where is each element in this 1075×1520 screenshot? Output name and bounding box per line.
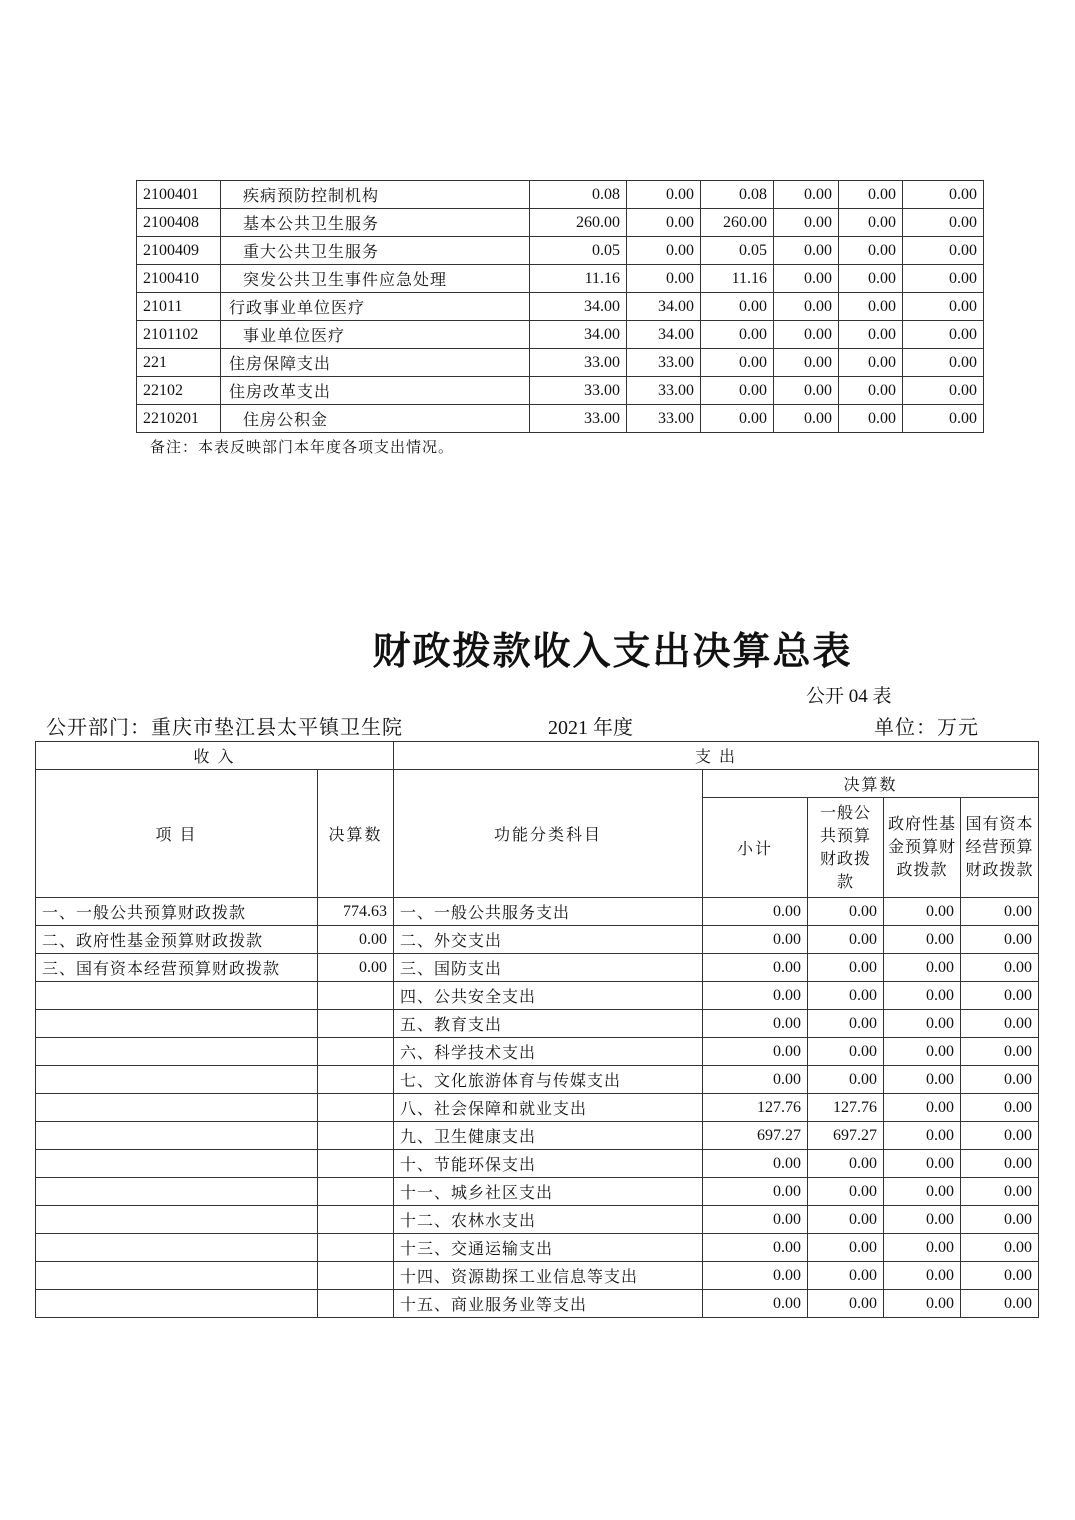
income-amount <box>318 1290 394 1318</box>
department-label: 公开部门：重庆市垫江县太平镇卫生院 <box>46 717 403 739</box>
value-6: 0.00 <box>903 349 984 377</box>
subject-code: 2101102 <box>137 321 221 349</box>
income-item <box>36 1122 318 1150</box>
total-value: 33.00 <box>530 405 627 433</box>
income-amount: 774.63 <box>318 898 394 926</box>
state-capital-value: 0.00 <box>961 1234 1039 1262</box>
subject-name: 行政事业单位医疗 <box>221 293 530 321</box>
table-row <box>137 321 984 349</box>
value-5: 0.00 <box>839 265 903 293</box>
subject-code: 22102 <box>137 377 221 405</box>
state-capital-value: 0.00 <box>961 982 1039 1010</box>
value-6: 0.00 <box>903 237 984 265</box>
value-6: 0.00 <box>903 293 984 321</box>
item-header: 项 目 <box>36 770 318 898</box>
income-amount <box>318 1010 394 1038</box>
state-capital-value: 0.00 <box>961 1290 1039 1318</box>
expense-item: 六、科学技术支出 <box>394 1038 703 1066</box>
basic-value: 33.00 <box>627 405 701 433</box>
table-row <box>137 209 984 237</box>
gov-fund-value: 0.00 <box>884 1122 961 1150</box>
expense-item: 十五、商业服务业等支出 <box>394 1290 703 1318</box>
state-capital-value: 0.00 <box>961 1038 1039 1066</box>
subtotal-value: 0.00 <box>703 1206 808 1234</box>
subtotal-header: 小计 <box>703 798 808 898</box>
total-value: 0.08 <box>530 181 627 209</box>
subtotal-value: 0.00 <box>703 1010 808 1038</box>
value-4: 0.00 <box>774 293 839 321</box>
table-row <box>36 1290 1039 1318</box>
subtotal-value: 0.00 <box>703 1262 808 1290</box>
total-value: 34.00 <box>530 321 627 349</box>
gov-fund-value: 0.00 <box>884 954 961 982</box>
subtotal-value: 0.00 <box>703 1290 808 1318</box>
total-value: 33.00 <box>530 349 627 377</box>
income-item <box>36 1038 318 1066</box>
state-capital-value: 0.00 <box>961 1066 1039 1094</box>
state-capital-value: 0.00 <box>961 1150 1039 1178</box>
gov-fund-value: 0.00 <box>884 1150 961 1178</box>
basic-value: 34.00 <box>627 293 701 321</box>
table-row <box>137 237 984 265</box>
income-item <box>36 1234 318 1262</box>
value-4: 0.00 <box>774 265 839 293</box>
gov-fund-value: 0.00 <box>884 1290 961 1318</box>
state-capital-value: 0.00 <box>961 926 1039 954</box>
subtotal-value: 0.00 <box>703 954 808 982</box>
value-4: 0.00 <box>774 349 839 377</box>
gov-fund-value: 0.00 <box>884 898 961 926</box>
subject-code: 2100410 <box>137 265 221 293</box>
fiscal-summary-body <box>36 898 1039 1318</box>
table-row <box>36 1094 1039 1122</box>
subject-code: 221 <box>137 349 221 377</box>
project-value: 0.00 <box>701 321 774 349</box>
table-row <box>36 1038 1039 1066</box>
general-budget-value: 0.00 <box>808 1150 884 1178</box>
expense-header: 支 出 <box>394 742 1039 770</box>
expense-item: 十一、城乡社区支出 <box>394 1178 703 1206</box>
subject-name: 重大公共卫生服务 <box>221 237 530 265</box>
table-row <box>36 982 1039 1010</box>
subtotal-value: 127.76 <box>703 1094 808 1122</box>
subtotal-value: 0.00 <box>703 926 808 954</box>
state-capital-value: 0.00 <box>961 1178 1039 1206</box>
income-item: 二、政府性基金预算财政拨款 <box>36 926 318 954</box>
income-item <box>36 1290 318 1318</box>
value-5: 0.00 <box>839 237 903 265</box>
value-4: 0.00 <box>774 237 839 265</box>
income-item: 三、国有资本经营预算财政拨款 <box>36 954 318 982</box>
value-5: 0.00 <box>839 405 903 433</box>
value-5: 0.00 <box>839 209 903 237</box>
value-4: 0.00 <box>774 209 839 237</box>
subtotal-value: 697.27 <box>703 1122 808 1150</box>
income-amount <box>318 1038 394 1066</box>
total-value: 11.16 <box>530 265 627 293</box>
fiscal-summary-table <box>35 741 1039 1318</box>
value-6: 0.00 <box>903 209 984 237</box>
value-6: 0.00 <box>903 377 984 405</box>
table-row <box>36 1262 1039 1290</box>
basic-value: 0.00 <box>627 237 701 265</box>
total-value: 33.00 <box>530 377 627 405</box>
general-budget-value: 0.00 <box>808 1010 884 1038</box>
gov-fund-value: 0.00 <box>884 1094 961 1122</box>
subject-name: 突发公共卫生事件应急处理 <box>221 265 530 293</box>
income-item <box>36 1094 318 1122</box>
income-item <box>36 1262 318 1290</box>
state-capital-value: 0.00 <box>961 1010 1039 1038</box>
state-capital-value: 0.00 <box>961 1094 1039 1122</box>
basic-value: 33.00 <box>627 377 701 405</box>
income-amount <box>318 1262 394 1290</box>
income-item: 一、一般公共预算财政拨款 <box>36 898 318 926</box>
expense-item: 七、文化旅游体育与传媒支出 <box>394 1066 703 1094</box>
general-budget-value: 0.00 <box>808 1262 884 1290</box>
subtotal-value: 0.00 <box>703 1066 808 1094</box>
income-item <box>36 1010 318 1038</box>
state-capital-value: 0.00 <box>961 898 1039 926</box>
table-row <box>137 181 984 209</box>
project-value: 0.00 <box>701 349 774 377</box>
subtotal-value: 0.00 <box>703 1150 808 1178</box>
income-amount <box>318 1178 394 1206</box>
general-budget-value: 0.00 <box>808 982 884 1010</box>
table-row <box>137 405 984 433</box>
table-row <box>36 1234 1039 1262</box>
value-6: 0.00 <box>903 405 984 433</box>
general-budget-value: 0.00 <box>808 1178 884 1206</box>
value-6: 0.00 <box>903 265 984 293</box>
value-4: 0.00 <box>774 405 839 433</box>
expense-item: 十二、农林水支出 <box>394 1206 703 1234</box>
value-5: 0.00 <box>839 181 903 209</box>
state-capital-header: 国有资本经营预算财政拨款 <box>961 798 1039 898</box>
income-header: 收 入 <box>36 742 394 770</box>
basic-value: 33.00 <box>627 349 701 377</box>
unit-label: 单位：万元 <box>874 717 979 739</box>
subject-code: 21011 <box>137 293 221 321</box>
state-capital-value: 0.00 <box>961 1206 1039 1234</box>
subtotal-value: 0.00 <box>703 982 808 1010</box>
table-row <box>36 1122 1039 1150</box>
income-amount <box>318 1206 394 1234</box>
gov-fund-value: 0.00 <box>884 926 961 954</box>
function-header: 功能分类科目 <box>394 770 703 898</box>
basic-value: 0.00 <box>627 181 701 209</box>
state-capital-value: 0.00 <box>961 954 1039 982</box>
general-budget-value: 0.00 <box>808 954 884 982</box>
subject-name: 疾病预防控制机构 <box>221 181 530 209</box>
gov-fund-value: 0.00 <box>884 1066 961 1094</box>
subtotal-value: 0.00 <box>703 898 808 926</box>
income-amount <box>318 1150 394 1178</box>
general-budget-value: 0.00 <box>808 1206 884 1234</box>
project-value: 0.05 <box>701 237 774 265</box>
table-row <box>137 377 984 405</box>
expense-item: 五、教育支出 <box>394 1010 703 1038</box>
state-capital-value: 0.00 <box>961 1262 1039 1290</box>
income-item <box>36 1206 318 1234</box>
value-5: 0.00 <box>839 321 903 349</box>
table-row <box>137 349 984 377</box>
expense-item: 四、公共安全支出 <box>394 982 703 1010</box>
total-value: 0.05 <box>530 237 627 265</box>
value-4: 0.00 <box>774 377 839 405</box>
value-5: 0.00 <box>839 293 903 321</box>
income-amount <box>318 1122 394 1150</box>
income-item <box>36 1150 318 1178</box>
general-budget-value: 0.00 <box>808 1234 884 1262</box>
basic-value: 34.00 <box>627 321 701 349</box>
table-row <box>36 898 1039 926</box>
table-row <box>36 1010 1039 1038</box>
subject-name: 住房保障支出 <box>221 349 530 377</box>
report-title: 财政拨款收入支出决算总表 <box>372 631 853 673</box>
expense-item: 十四、资源勘探工业信息等支出 <box>394 1262 703 1290</box>
general-budget-value: 127.76 <box>808 1094 884 1122</box>
subject-code: 2100408 <box>137 209 221 237</box>
subject-name: 基本公共卫生服务 <box>221 209 530 237</box>
general-budget-value: 0.00 <box>808 1038 884 1066</box>
expense-item: 九、卫生健康支出 <box>394 1122 703 1150</box>
table-row <box>36 926 1039 954</box>
value-5: 0.00 <box>839 377 903 405</box>
table-row <box>36 954 1039 982</box>
table-note: 备注：本表反映部门本年度各项支出情况。 <box>150 440 455 456</box>
amount-header: 决算数 <box>318 770 394 898</box>
expenditure-detail-table <box>136 180 984 433</box>
expense-item: 十三、交通运输支出 <box>394 1234 703 1262</box>
income-amount: 0.00 <box>318 954 394 982</box>
income-item <box>36 1178 318 1206</box>
subtotal-value: 0.00 <box>703 1234 808 1262</box>
table-row <box>36 1206 1039 1234</box>
form-number: 公开 04 表 <box>806 686 892 707</box>
subject-code: 2100409 <box>137 237 221 265</box>
subject-name: 住房公积金 <box>221 405 530 433</box>
total-value: 260.00 <box>530 209 627 237</box>
gov-fund-value: 0.00 <box>884 1038 961 1066</box>
expense-item: 二、外交支出 <box>394 926 703 954</box>
income-item <box>36 1066 318 1094</box>
table-row <box>36 1066 1039 1094</box>
fiscal-summary-header <box>36 742 1039 898</box>
value-4: 0.00 <box>774 321 839 349</box>
expense-item: 十、节能环保支出 <box>394 1150 703 1178</box>
expense-item: 一、一般公共服务支出 <box>394 898 703 926</box>
income-amount <box>318 1066 394 1094</box>
value-4: 0.00 <box>774 181 839 209</box>
general-budget-value: 0.00 <box>808 1066 884 1094</box>
table-row <box>36 1178 1039 1206</box>
income-amount <box>318 982 394 1010</box>
table-row <box>36 1150 1039 1178</box>
expense-item: 三、国防支出 <box>394 954 703 982</box>
gov-fund-value: 0.00 <box>884 1178 961 1206</box>
project-value: 260.00 <box>701 209 774 237</box>
gov-fund-value: 0.00 <box>884 1010 961 1038</box>
state-capital-value: 0.00 <box>961 1122 1039 1150</box>
value-6: 0.00 <box>903 181 984 209</box>
project-value: 0.08 <box>701 181 774 209</box>
fiscal-year: 2021 年度 <box>548 717 633 739</box>
income-item <box>36 982 318 1010</box>
table-row <box>137 265 984 293</box>
subtotal-value: 0.00 <box>703 1178 808 1206</box>
income-amount <box>318 1234 394 1262</box>
subject-name: 住房改革支出 <box>221 377 530 405</box>
expense-item: 八、社会保障和就业支出 <box>394 1094 703 1122</box>
general-budget-value: 0.00 <box>808 926 884 954</box>
gov-fund-header: 政府性基金预算财政拨款 <box>884 798 961 898</box>
value-6: 0.00 <box>903 321 984 349</box>
general-budget-value: 697.27 <box>808 1122 884 1150</box>
final-header: 决算数 <box>703 770 1039 798</box>
gov-fund-value: 0.00 <box>884 1206 961 1234</box>
subject-code: 2100401 <box>137 181 221 209</box>
project-value: 0.00 <box>701 377 774 405</box>
income-amount: 0.00 <box>318 926 394 954</box>
project-value: 0.00 <box>701 293 774 321</box>
project-value: 0.00 <box>701 405 774 433</box>
income-amount <box>318 1094 394 1122</box>
table-row <box>137 293 984 321</box>
subject-code: 2210201 <box>137 405 221 433</box>
general-budget-header: 一般公共预算财政拨款 <box>808 798 884 898</box>
gov-fund-value: 0.00 <box>884 1234 961 1262</box>
subtotal-value: 0.00 <box>703 1038 808 1066</box>
gov-fund-value: 0.00 <box>884 982 961 1010</box>
basic-value: 0.00 <box>627 209 701 237</box>
general-budget-value: 0.00 <box>808 898 884 926</box>
basic-value: 0.00 <box>627 265 701 293</box>
project-value: 11.16 <box>701 265 774 293</box>
gov-fund-value: 0.00 <box>884 1262 961 1290</box>
total-value: 34.00 <box>530 293 627 321</box>
expenditure-detail-body <box>137 181 984 433</box>
value-5: 0.00 <box>839 349 903 377</box>
general-budget-value: 0.00 <box>808 1290 884 1318</box>
subject-name: 事业单位医疗 <box>221 321 530 349</box>
